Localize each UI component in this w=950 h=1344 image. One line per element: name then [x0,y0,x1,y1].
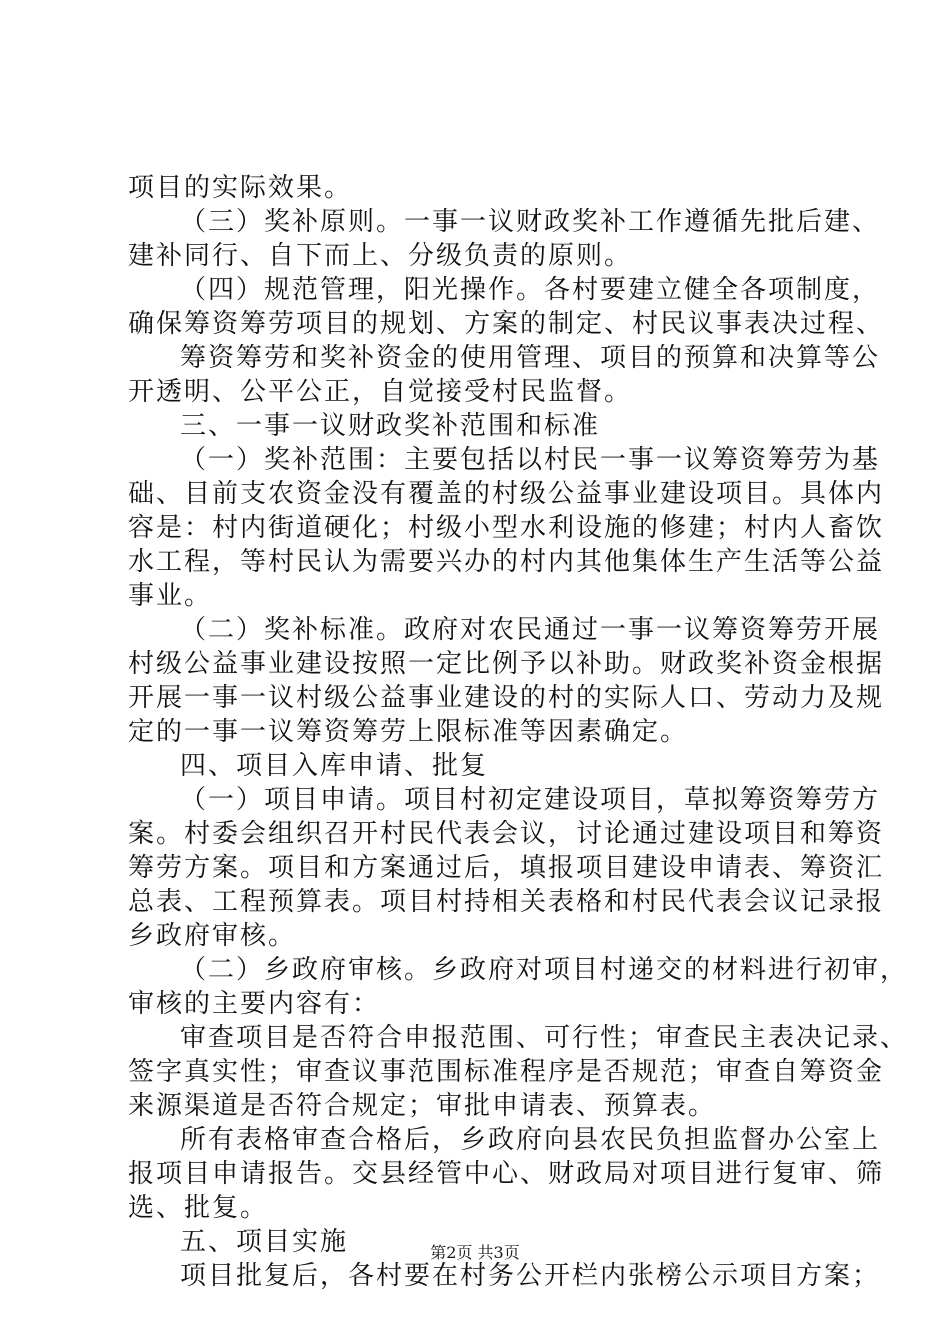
text-line: 选、批复。 [128,1193,269,1223]
text-line: 定的一事一议筹资筹劳上限标准等因素确定。 [128,717,689,747]
text-line: 容是：村内街道硬化；村级小型水利设施的修建；村内人畜饮 [128,513,885,543]
text-line: （四）规范管理，阳光操作。各村要建立健全各项制度， [180,275,881,305]
text-line: 村级公益事业建设按照一定比例予以补助。财政奖补资金根据 [128,649,885,679]
text-line: 础、目前支农资金没有覆盖的村级公益事业建设项目。具体内 [128,479,885,509]
text-line: 来源渠道是否符合规定；审批申请表、预算表。 [128,1091,717,1121]
section-heading: 五、项目实施 [180,1227,349,1257]
text-line: 审查项目是否符合申报范围、可行性；审查民主表决记录、 [180,1023,909,1053]
text-line: （二）奖补标准。政府对农民通过一事一议筹资筹劳开展 [180,615,881,645]
text-line: 审核的主要内容有： [128,989,381,1019]
text-line: （三）奖补原则。一事一议财政奖补工作遵循先批后建、 [180,207,881,237]
text-line: 签字真实性；审查议事范围标准程序是否规范；审查自筹资金 [128,1057,885,1087]
text-line: 开展一事一议村级公益事业建设的村的实际人口、劳动力及规 [128,683,885,713]
text-line: （一）项目申请。项目村初定建设项目，草拟筹资筹劳方 [180,785,881,815]
text-line: 项目的实际效果。 [128,173,353,203]
text-line: 案。村委会组织召开村民代表会议，讨论通过建设项目和筹资 [128,819,885,849]
page-number: 第2页 共3页 [430,1243,520,1262]
text-line: 水工程，等村民认为需要兴办的村内其他集体生产生活等公益 [128,547,885,577]
text-line: 筹劳方案。项目和方案通过后，填报项目建设申请表、筹资汇 [128,853,885,883]
section-heading: 四、项目入库申请、批复 [180,751,489,781]
text-line: 筹资筹劳和奖补资金的使用管理、项目的预算和决算等公 [180,343,881,373]
section-heading: 三、一事一议财政奖补范围和标准 [180,411,601,441]
text-line: （一）奖补范围：主要包括以村民一事一议筹资筹劳为基 [180,445,881,475]
text-line: 事业。 [128,581,213,611]
text-line: 建补同行、自下而上、分级负责的原则。 [128,241,633,271]
text-line: 所有表格审查合格后，乡政府向县农民负担监督办公室上 [180,1125,881,1155]
text-line: 总表、工程预算表。项目村持相关表格和村民代表会议记录报 [128,887,885,917]
text-line: 报项目申请报告。交县经管中心、财政局对项目进行复审、筛 [128,1159,885,1189]
text-line: 确保筹资筹劳项目的规划、方案的制定、村民议事表决过程、 [128,309,885,339]
text-line: 乡政府审核。 [128,921,297,951]
text-line: 开透明、公平公正，自觉接受村民监督。 [128,377,633,407]
text-line: （二）乡政府审核。乡政府对项目村递交的材料进行初审， [180,955,909,985]
text-line: 项目批复后，各村要在村务公开栏内张榜公示项目方案； [180,1261,881,1291]
